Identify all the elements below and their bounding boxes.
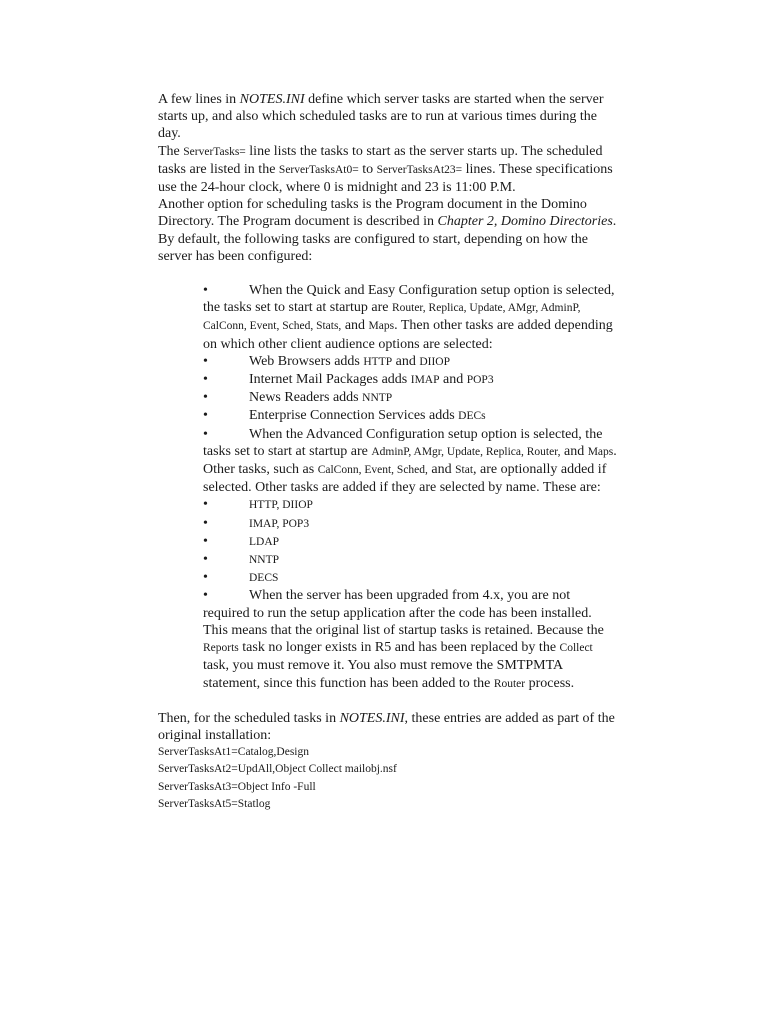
list-item-news-readers [203,389,618,407]
text: task, you must remove it. You also must remove the SMTPMTA statement, since this function has been added to the [203,658,563,691]
text: When the server has been upgraded from 4.x, you are not required to run the setup application after the code has been installed. This means that the original list of startup tasks is retained. Because the [203,588,604,638]
code-term: ServerTasksAt0= [278,163,359,176]
bullet-icon: • [203,570,208,586]
list-item-upgrade [203,587,618,692]
code-term: NNTP [362,392,393,405]
text: Internet Mail Packages adds [249,372,411,388]
bullet-icon: • [203,533,208,549]
bullet-icon: • [203,372,208,388]
chapter-reference: Chapter 2, Domino Directories [437,214,613,230]
text: Web Browsers adds [249,353,364,369]
bullet-icon: • [203,426,208,442]
list-item-task-name [203,533,618,551]
text: and [392,353,420,369]
text: , are optionally added if selected. Other tasks are added if they are selected by name. These are: [203,462,607,496]
bullet-icon: • [203,552,208,568]
code-term: HTTP, DIIOP [249,499,313,512]
list-item-enterprise-connection [203,407,618,425]
code-term: IMAP, POP3 [249,517,310,530]
list-item-task-name [203,569,618,587]
text: . Then other tasks are added depending on which other client audience options are selected: [203,318,613,352]
bullet-icon: • [203,283,208,299]
text: When the Advanced Configuration setup option is selected, the tasks set to start at startup are [203,426,603,459]
bullet-icon: • [203,390,208,406]
code-term: Stat [455,464,474,477]
code-line: ServerTasksAt2=UpdAll,Object Collect mailobj.nsf [158,763,397,776]
code-term: DIIOP [419,355,450,368]
paragraph-intro [158,91,618,143]
code-line: ServerTasksAt1=Catalog,Design [158,746,309,759]
task-list [203,282,618,693]
bullet-icon: • [203,408,208,424]
text: Then, for the scheduled tasks in [158,710,340,726]
list-item-task-name [203,496,618,514]
code-term: POP3 [466,374,494,387]
text: and [439,372,467,388]
code-line: ServerTasksAt3=Object Info -Full [158,780,316,793]
text: Enterprise Connection Services adds [249,408,459,424]
code-term: LDAP [249,535,280,548]
code-term: Reports [203,642,239,655]
code-term: DECS [249,572,279,585]
code-term: Router, Replica, Update, AMgr, AdminP, CalConn, Event, Sched, Stats, [203,302,581,333]
text: and [427,462,456,478]
text: , these entries are added as part of the original installation: [158,710,615,743]
text: When the Quick and Easy Configuration setup option is selected, the tasks set to start at startup are [203,283,615,316]
paragraph-scheduled-tasks [158,710,618,744]
paragraph-default-tasks: By default, the following tasks are configured to start, depending on how the server has been configured: [158,231,589,264]
code-line: ServerTasksAt5=Statlog [158,797,271,810]
code-listing [158,744,618,813]
code-term: Maps [587,445,614,458]
notes-ini-term: NOTES.INI [239,92,305,107]
list-item-task-name [203,515,618,533]
list-item-internet-mail [203,371,618,389]
list-item-advanced-config [203,426,618,497]
code-term: AdminP, AMgr, Update, Replica, Router, [371,445,561,458]
text: define which server tasks are started when the server starts up, and also which scheduled tasks are to run at various times during the day. [158,92,604,142]
list-item-quick-config [203,282,618,353]
paragraph-program-document [158,196,618,230]
code-term: CalConn, Event, Sched, [317,464,428,477]
code-term: ServerTasks= [183,145,246,158]
code-term: NNTP [249,554,280,567]
bullet-icon: • [203,497,208,513]
code-term: Collect [559,642,593,655]
spacer [158,693,618,710]
code-term: DECs [458,410,486,423]
text: and [341,318,369,334]
bullet-icon: • [203,353,208,369]
text: lines. These specifications use the 24-hour clock, where 0 is midnight and 23 is 11:00 P.M. [158,161,613,196]
text: process. [525,675,575,691]
paragraph-servertasks [158,143,618,197]
text: Another option for scheduling tasks is the Program document in the Domino Directory. The Program document is described in [158,197,587,230]
bullet-icon: • [203,588,208,604]
text: line lists the tasks to start as the server starts up. The scheduled tasks are listed in the [158,143,603,177]
list-item-task-name [203,551,618,569]
list-item-web-browsers [203,353,618,371]
code-term: ServerTasksAt23= [376,163,463,176]
notes-ini-term: NOTES.INI [339,710,405,726]
text: . Other tasks, such as [203,443,617,478]
text: task no longer exists in R5 and has been replaced by the [238,640,560,656]
document-body [158,91,618,813]
code-term: Maps [368,320,395,333]
code-term: IMAP [410,374,440,387]
text: to [358,161,377,177]
bullet-icon: • [203,515,208,531]
code-term: Router [493,677,526,690]
code-term: HTTP [363,355,393,368]
text: and [560,443,588,459]
text: A few lines in [158,92,240,107]
text: . [612,214,617,230]
text: The [158,143,184,159]
text: News Readers adds [249,390,363,406]
